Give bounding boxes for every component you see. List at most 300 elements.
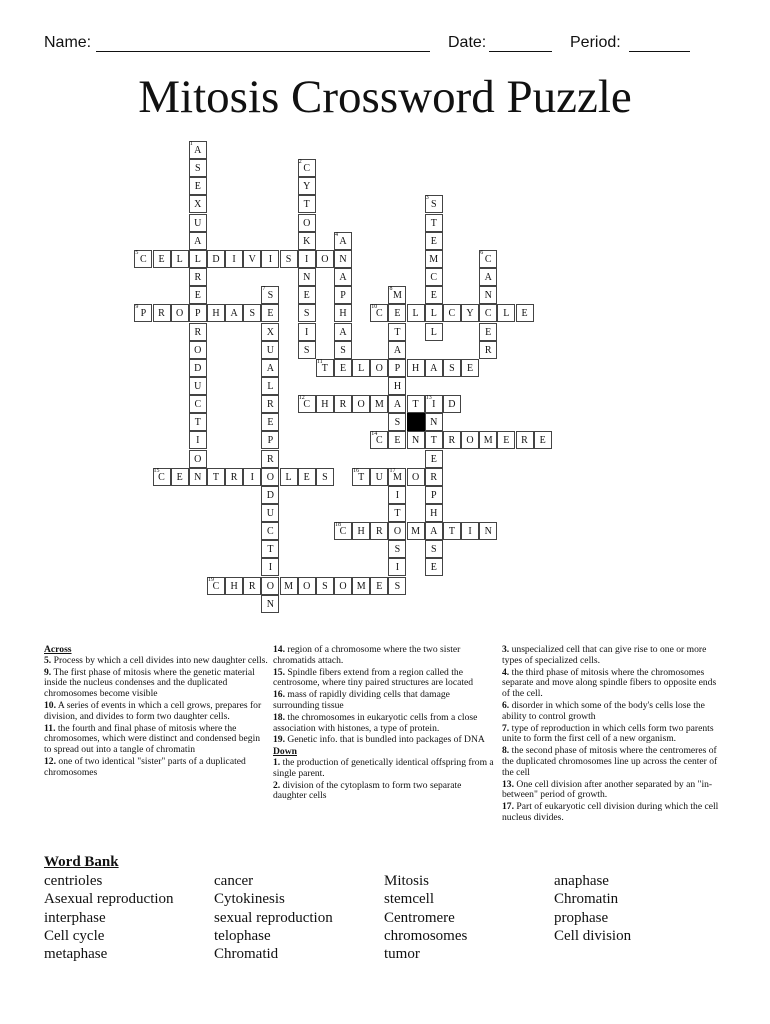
word-bank-item: Asexual reproduction: [44, 891, 174, 908]
crossword-cell[interactable]: [225, 577, 243, 595]
crossword-cell[interactable]: [352, 395, 370, 413]
crossword-cell[interactable]: [298, 214, 316, 232]
cell-letter: T: [394, 326, 401, 338]
crossword-cell[interactable]: [388, 359, 406, 377]
crossword-cell[interactable]: [443, 522, 461, 540]
cell-letter: L: [358, 362, 365, 374]
cell-letter: U: [194, 380, 202, 392]
crossword-cell[interactable]: [261, 504, 279, 522]
cell-letter: E: [430, 290, 437, 302]
crossword-cell[interactable]: [443, 304, 461, 322]
black-square: [407, 413, 425, 431]
cell-letter: E: [430, 562, 437, 574]
crossword-cell[interactable]: [189, 323, 207, 341]
crossword-cell[interactable]: [407, 522, 425, 540]
crossword-cell[interactable]: [189, 286, 207, 304]
cell-letter: E: [339, 362, 347, 374]
crossword-cell[interactable]: [425, 558, 443, 576]
crossword-cell[interactable]: [261, 450, 279, 468]
clue-number: 5: [135, 249, 139, 256]
crossword-cell[interactable]: [352, 468, 370, 486]
cell-letter: C: [303, 399, 311, 411]
crossword-cell[interactable]: [261, 250, 279, 268]
crossword-cell[interactable]: [461, 304, 479, 322]
crossword-cell[interactable]: [425, 323, 443, 341]
crossword-cell[interactable]: [388, 522, 406, 540]
crossword-cell[interactable]: [425, 468, 443, 486]
crossword-cell[interactable]: [243, 250, 261, 268]
word-bank-item: metaphase: [44, 946, 108, 963]
crossword-cell[interactable]: [261, 304, 279, 322]
crossword-cell[interactable]: [316, 468, 334, 486]
word-bank-item: anaphase: [554, 873, 609, 889]
crossword-cell[interactable]: [370, 577, 388, 595]
crossword-cell[interactable]: [388, 395, 406, 413]
crossword-cell[interactable]: [443, 431, 461, 449]
crossword-cell[interactable]: [334, 577, 352, 595]
crossword-cell[interactable]: [280, 577, 298, 595]
cell-letter: O: [266, 580, 274, 592]
crossword-cell[interactable]: [370, 431, 388, 449]
crossword-cell[interactable]: [316, 359, 334, 377]
crossword-cell[interactable]: [407, 359, 425, 377]
cell-letter: I: [232, 253, 236, 265]
clue-number: 14: [371, 431, 378, 438]
crossword-cell[interactable]: [225, 250, 243, 268]
clue: 10. A series of events in which a cell grows, prepares for division, and divides to form two daughter cells.: [44, 699, 262, 722]
cell-letter: U: [194, 217, 202, 229]
cell-letter: E: [430, 235, 437, 247]
crossword-cell[interactable]: [425, 195, 443, 213]
crossword-cell[interactable]: [479, 268, 497, 286]
clue-number: 17: [389, 467, 396, 474]
crossword-cell[interactable]: [388, 431, 406, 449]
word-bank-item: interphase: [44, 909, 106, 926]
crossword-cell[interactable]: [153, 250, 171, 268]
crossword-cell[interactable]: [298, 577, 316, 595]
crossword-cell[interactable]: [352, 522, 370, 540]
crossword-cell[interactable]: [261, 377, 279, 395]
cell-letter: M: [411, 526, 421, 538]
crossword-cell[interactable]: [189, 431, 207, 449]
crossword-cell[interactable]: [370, 359, 388, 377]
crossword-cell[interactable]: [334, 286, 352, 304]
crossword-cell[interactable]: [407, 431, 425, 449]
crossword-cell[interactable]: [189, 141, 207, 159]
crossword-cell[interactable]: [425, 359, 443, 377]
clue: 17. Part of eukaryotic cell division during which the cell nucleus divides.: [502, 801, 719, 823]
crossword-cell[interactable]: [334, 341, 352, 359]
crossword-cell[interactable]: [425, 486, 443, 504]
crossword-cell[interactable]: [298, 286, 316, 304]
cell-letter: D: [212, 253, 220, 265]
cell-letter: A: [339, 272, 347, 284]
word-bank-item: cancer: [214, 873, 254, 889]
crossword-cell[interactable]: [207, 577, 225, 595]
crossword-cell[interactable]: [189, 413, 207, 431]
crossword-cell[interactable]: [370, 304, 388, 322]
crossword-cell[interactable]: [461, 359, 479, 377]
crossword-cell[interactable]: [134, 250, 152, 268]
crossword-cell[interactable]: [388, 558, 406, 576]
cell-letter: O: [176, 308, 184, 320]
cell-letter: L: [194, 253, 201, 265]
cell-letter: A: [339, 235, 347, 247]
crossword-cell[interactable]: [370, 395, 388, 413]
cell-letter: E: [539, 435, 546, 447]
crossword-cell[interactable]: [298, 177, 316, 195]
cell-letter: O: [466, 435, 474, 447]
cell-letter: R: [158, 308, 165, 320]
crossword-cell[interactable]: [425, 431, 443, 449]
cell-letter: M: [284, 580, 293, 592]
cell-letter: A: [393, 399, 402, 411]
cell-letter: S: [267, 290, 274, 302]
crossword-cell[interactable]: [261, 468, 279, 486]
cell-letter: I: [305, 253, 309, 265]
crossword-cell[interactable]: [189, 304, 207, 322]
crossword-cell[interactable]: [388, 286, 406, 304]
crossword-cell[interactable]: [171, 250, 189, 268]
crossword-cell[interactable]: [479, 431, 497, 449]
crossword-cell[interactable]: [298, 304, 316, 322]
crossword-cell[interactable]: [189, 159, 207, 177]
cell-letter: H: [430, 508, 438, 519]
cell-letter: S: [303, 344, 310, 356]
cell-letter: S: [285, 253, 292, 265]
cell-letter: S: [449, 362, 455, 374]
crossword-cell[interactable]: [534, 431, 552, 449]
crossword-cell[interactable]: [189, 195, 207, 213]
cell-letter: E: [394, 435, 401, 447]
cell-letter: I: [250, 471, 254, 483]
crossword-cell[interactable]: [261, 558, 279, 576]
cell-letter: E: [376, 580, 383, 592]
crossword-cell[interactable]: [261, 286, 279, 304]
crossword-cell[interactable]: [261, 395, 279, 413]
cell-letter: E: [303, 290, 310, 302]
crossword-cell[interactable]: [261, 486, 279, 504]
crossword-cell[interactable]: [243, 577, 261, 595]
cell-letter: S: [322, 471, 328, 483]
crossword-cell[interactable]: [261, 522, 279, 540]
cell-letter: R: [430, 471, 438, 483]
cell-letter: R: [194, 326, 202, 338]
crossword-cell[interactable]: [334, 250, 352, 268]
crossword-cell[interactable]: [261, 341, 279, 359]
crossword-cell[interactable]: [189, 250, 207, 268]
clue-number: 11: [316, 358, 323, 365]
crossword-cell[interactable]: [388, 323, 406, 341]
cell-letter: C: [194, 399, 202, 411]
crossword-cell[interactable]: [425, 504, 443, 522]
crossword-cell[interactable]: [280, 468, 298, 486]
across-clue-list-1: [44, 656, 268, 779]
clue: 9. The first phase of mitosis where the genetic material inside the nucleus condenses and the duplicated chromosomes become visible: [44, 666, 255, 700]
cell-letter: X: [266, 326, 274, 338]
crossword-cell[interactable]: [207, 468, 225, 486]
cell-letter: N: [411, 435, 420, 447]
crossword-cell[interactable]: [225, 468, 243, 486]
crossword-cell[interactable]: [243, 468, 261, 486]
crossword-cell[interactable]: [261, 359, 279, 377]
crossword-cell[interactable]: [189, 377, 207, 395]
crossword-cell[interactable]: [207, 250, 225, 268]
crossword-cell[interactable]: [425, 540, 443, 558]
cell-letter: H: [357, 526, 365, 538]
cell-letter: E: [485, 326, 492, 338]
clue: 13. One cell division after another separated by an "in-between" period of growth.: [502, 778, 713, 801]
crossword-cell[interactable]: [189, 232, 207, 250]
cell-letter: T: [412, 399, 419, 411]
crossword-cell[interactable]: [189, 468, 207, 486]
crossword-cell[interactable]: [298, 468, 316, 486]
word-bank-item: Cell cycle: [44, 927, 105, 944]
cell-letter: U: [375, 471, 383, 483]
crossword-cell[interactable]: [516, 431, 534, 449]
crossword-cell[interactable]: [298, 395, 316, 413]
crossword-cell[interactable]: [425, 450, 443, 468]
cell-letter: C: [212, 580, 220, 592]
cell-letter: C: [375, 308, 383, 320]
crossword-cell[interactable]: [425, 522, 443, 540]
date-label: Date:: [448, 34, 487, 51]
crossword-cell[interactable]: [388, 341, 406, 359]
crossword-cell[interactable]: [334, 323, 352, 341]
crossword-cell[interactable]: [316, 577, 334, 595]
cell-letter: O: [194, 344, 202, 356]
crossword-cell[interactable]: [407, 468, 425, 486]
crossword-cell[interactable]: [443, 395, 461, 413]
crossword-cell[interactable]: [425, 250, 443, 268]
cell-letter: T: [430, 217, 437, 229]
crossword-cell[interactable]: [407, 395, 425, 413]
crossword-cell[interactable]: [334, 395, 352, 413]
crossword-cell[interactable]: [497, 431, 515, 449]
cell-letter: I: [305, 326, 309, 338]
crossword-cell[interactable]: [189, 359, 207, 377]
cell-letter: T: [212, 471, 219, 483]
cell-letter: A: [339, 326, 347, 338]
cell-letter: O: [411, 471, 420, 483]
cell-letter: S: [394, 417, 401, 429]
word-bank-item: Cytokinesis: [214, 891, 285, 908]
cell-letter: C: [375, 435, 383, 447]
crossword-cell[interactable]: [425, 214, 443, 232]
crossword-cell[interactable]: [189, 214, 207, 232]
cell-letter: O: [357, 399, 365, 411]
crossword-cell[interactable]: [334, 304, 352, 322]
cell-letter: E: [194, 290, 201, 302]
cell-letter: O: [194, 453, 202, 465]
crossword-cell[interactable]: [388, 486, 406, 504]
cell-letter: M: [392, 290, 402, 302]
crossword-cell[interactable]: [461, 522, 479, 540]
word-bank-item: Chromatin: [554, 891, 619, 908]
cell-letter: S: [430, 199, 437, 211]
crossword-cell[interactable]: [425, 268, 443, 286]
crossword-cell[interactable]: [425, 286, 443, 304]
crossword-cell[interactable]: [388, 377, 406, 395]
clue-number: 8: [389, 286, 393, 293]
cell-letter: E: [394, 308, 401, 320]
cell-letter: L: [285, 471, 292, 483]
clue-number: 10: [371, 304, 378, 311]
crossword-cell[interactable]: [425, 232, 443, 250]
cell-letter: E: [267, 417, 274, 429]
crossword-cell[interactable]: [153, 304, 171, 322]
crossword-cell[interactable]: [261, 431, 279, 449]
crossword-cell[interactable]: [298, 341, 316, 359]
cell-letter: C: [430, 272, 438, 284]
clue-number: 13: [425, 395, 432, 402]
cell-letter: X: [194, 199, 202, 211]
cell-letter: L: [412, 308, 419, 320]
crossword-cell[interactable]: [334, 522, 352, 540]
word-bank-item: Centromere: [384, 909, 455, 926]
cell-letter: T: [430, 435, 437, 447]
cell-letter: R: [339, 399, 347, 411]
word-bank-item: Mitosis: [384, 873, 430, 889]
crossword-cell[interactable]: [207, 304, 225, 322]
cell-letter: C: [339, 526, 347, 538]
crossword-cell[interactable]: [298, 268, 316, 286]
cell-letter: Y: [466, 308, 474, 320]
cell-letter: O: [321, 253, 329, 265]
crossword-cell[interactable]: [298, 250, 316, 268]
crossword-cell[interactable]: [516, 304, 534, 322]
crossword-cell[interactable]: [134, 304, 152, 322]
cell-letter: A: [194, 145, 202, 156]
crossword-cell[interactable]: [298, 323, 316, 341]
crossword-cell[interactable]: [261, 595, 279, 613]
crossword-cell[interactable]: [425, 413, 443, 431]
cell-letter: L: [430, 326, 437, 338]
crossword-cell[interactable]: [189, 268, 207, 286]
word-bank-item: telophase: [214, 927, 271, 944]
crossword-cell[interactable]: [443, 359, 461, 377]
cell-letter: H: [393, 380, 402, 392]
crossword-cell[interactable]: [189, 450, 207, 468]
crossword-cell[interactable]: [189, 395, 207, 413]
crossword-cell[interactable]: [334, 232, 352, 250]
crossword-cell[interactable]: [479, 323, 497, 341]
cell-letter: K: [303, 235, 311, 247]
crossword-cell[interactable]: [479, 286, 497, 304]
cell-letter: C: [448, 308, 456, 320]
cell-letter: R: [267, 453, 274, 465]
word-bank-item: sexual reproduction: [214, 909, 333, 926]
cell-letter: M: [483, 435, 493, 447]
crossword-cell[interactable]: [352, 577, 370, 595]
crossword-cell[interactable]: [388, 540, 406, 558]
clue: 8. the second phase of mitosis where the centromeres of the duplicated chromosomes line up across the center of the cell: [502, 745, 718, 778]
word-bank-title: Word Bank: [44, 854, 119, 870]
crossword-cell[interactable]: [388, 577, 406, 595]
crossword-cell[interactable]: [352, 359, 370, 377]
crossword-cell[interactable]: [298, 232, 316, 250]
crossword-cell[interactable]: [189, 341, 207, 359]
crossword-cell[interactable]: [479, 341, 497, 359]
crossword-cell[interactable]: [171, 468, 189, 486]
cell-letter: S: [430, 544, 437, 556]
crossword-cell[interactable]: [171, 304, 189, 322]
crossword-cell[interactable]: [261, 323, 279, 341]
crossword-cell[interactable]: [261, 577, 279, 595]
clue-number: 3: [425, 195, 429, 202]
crossword-cell[interactable]: [280, 250, 298, 268]
cell-letter: A: [430, 526, 438, 538]
crossword-cell[interactable]: [316, 250, 334, 268]
crossword-cell[interactable]: [388, 413, 406, 431]
cell-letter: N: [194, 471, 202, 483]
cell-letter: E: [158, 253, 165, 265]
cell-letter: M: [392, 471, 402, 483]
cell-letter: R: [230, 471, 238, 483]
clue-number: 6: [480, 249, 484, 256]
crossword-cell[interactable]: [298, 159, 316, 177]
word-bank-column-4: [554, 872, 631, 945]
crossword-cell[interactable]: [225, 304, 243, 322]
crossword-cell[interactable]: [461, 431, 479, 449]
cell-letter: P: [140, 308, 147, 320]
clue: 15. Spindle fibers extend from a region called the centrosome, where tiny paired structures are located: [273, 666, 474, 689]
cell-letter: T: [394, 508, 401, 519]
cell-letter: T: [448, 526, 455, 538]
down-heading: Down: [273, 746, 297, 758]
cell-letter: I: [268, 253, 273, 265]
crossword-cell[interactable]: [316, 395, 334, 413]
crossword-cell[interactable]: [388, 468, 406, 486]
crossword-cell[interactable]: [153, 468, 171, 486]
crossword-cell[interactable]: [479, 522, 497, 540]
cell-letter: O: [303, 217, 311, 229]
crossword-cell[interactable]: [189, 177, 207, 195]
crossword-cell[interactable]: [425, 395, 443, 413]
crossword-cell[interactable]: [479, 250, 497, 268]
crossword-cell[interactable]: [298, 195, 316, 213]
crossword-cell[interactable]: [334, 268, 352, 286]
crossword-cell[interactable]: [243, 304, 261, 322]
cell-letter: N: [303, 272, 311, 284]
cell-letter: S: [322, 580, 328, 592]
clue: 7. type of reproduction in which cells form two parents unite to form the first cell of a new organism.: [502, 722, 714, 745]
word-bank-item: stemcell: [384, 891, 434, 908]
crossword-cell[interactable]: [497, 304, 515, 322]
cell-letter: C: [140, 253, 147, 265]
crossword-cell[interactable]: [261, 413, 279, 431]
cell-letter: E: [521, 308, 528, 320]
clue-number: 9: [135, 304, 139, 311]
crossword-cell[interactable]: [370, 468, 388, 486]
cell-letter: L: [267, 380, 274, 392]
cell-letter: E: [194, 181, 201, 193]
cell-letter: I: [268, 562, 273, 574]
cell-letter: M: [374, 399, 384, 411]
crossword-cell[interactable]: [407, 304, 425, 322]
crossword-cell[interactable]: [261, 540, 279, 558]
cell-letter: S: [394, 580, 401, 592]
clue: 4. the third phase of mitosis where the chromosomes separate and move along spindle fibers to opposite ends of the cell.: [502, 666, 717, 700]
crossword-cell[interactable]: [388, 304, 406, 322]
crossword-cell[interactable]: [334, 359, 352, 377]
crossword-cell[interactable]: [425, 304, 443, 322]
clue: 12. one of two identical "sister" parts of a duplicated chromosomes: [44, 755, 246, 778]
crossword-cell[interactable]: [479, 304, 497, 322]
cell-letter: S: [340, 344, 346, 356]
crossword-cell[interactable]: [370, 522, 388, 540]
crossword-cell[interactable]: [388, 504, 406, 522]
